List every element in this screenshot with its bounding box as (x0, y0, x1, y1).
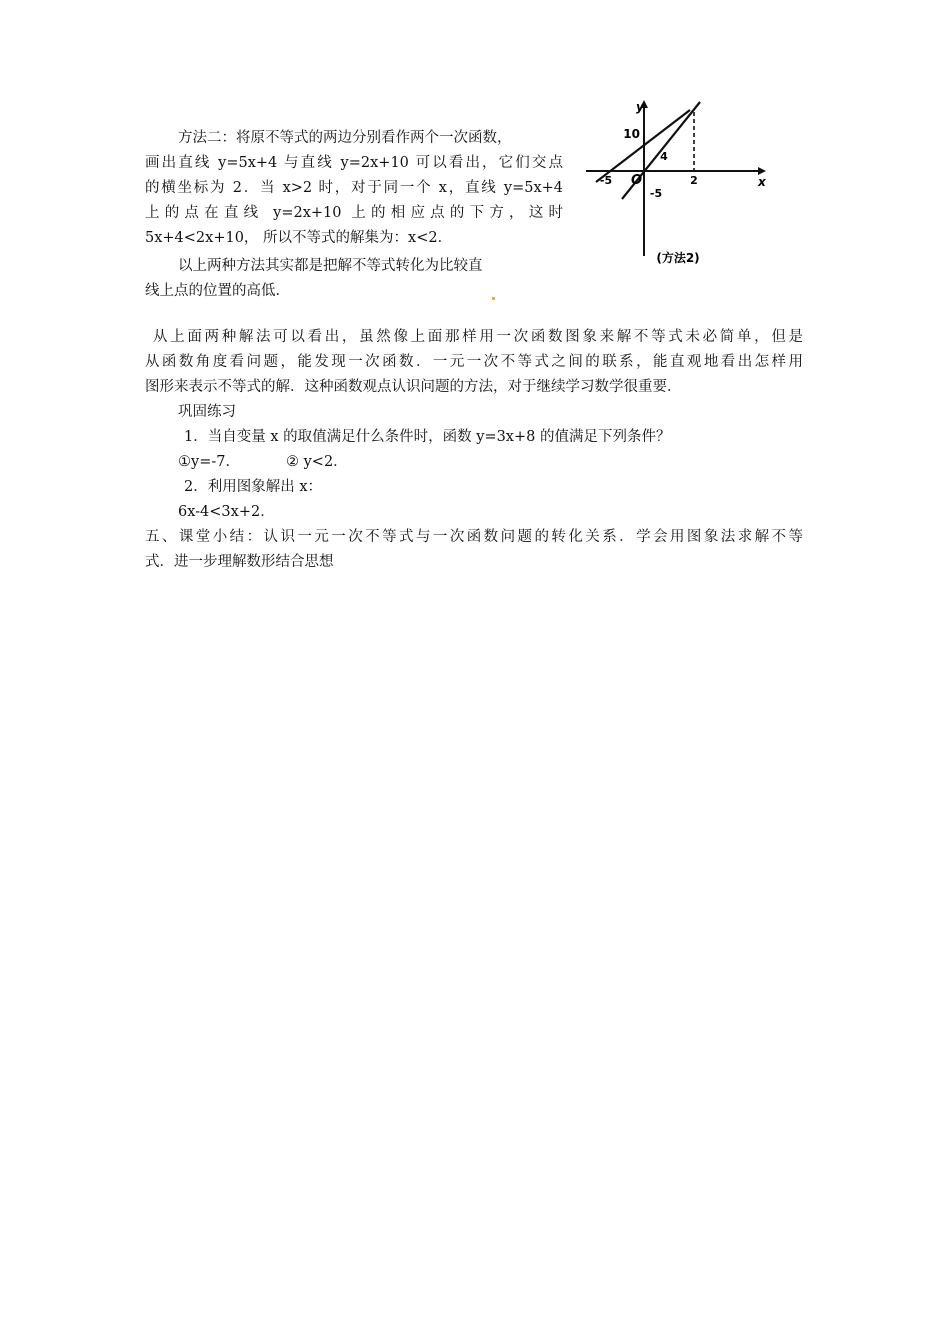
tick-label-neg5-x: -5 (599, 174, 613, 187)
x-axis-label: x (758, 175, 766, 189)
practice-title: 巩固练习 (178, 404, 236, 420)
conclusion-line-2: 式．进一步理解数形结合思想 (145, 554, 334, 570)
practice-question-2-expr: 6x-4<3x+2． (178, 504, 275, 520)
graph-caption: (方法2) (656, 251, 700, 265)
y-axis-label: y (636, 100, 644, 114)
tick-label-4: 4 (660, 150, 668, 163)
summary-line-1: 以上两种方法其实都是把解不等式转化为比较直 (178, 258, 483, 274)
discussion-line-1: 从上面两种解法可以看出，虽然像上面那样用一次函数图象来解不等式未必简单，但是 (153, 329, 803, 345)
tick-label-10: 10 (623, 127, 640, 141)
x-axis-arrow-icon (758, 167, 766, 175)
method2-line-4: 上的点在直线 y=2x+10 上的相应点的下方，这时 (145, 205, 563, 221)
discussion-line-3: 图形来表示不等式的解．这种函数观点认识问题的方法，对于继续学习数学很重要． (145, 379, 682, 395)
method2-line-1: 方法二：将原不等式的两边分别看作两个一次函数， (178, 130, 512, 146)
method2-line-3: 的横坐标为 2．当 x>2 时，对于同一个 x，直线 y=5x+4 (145, 180, 563, 196)
practice-question-1-b: ② y<2． (286, 454, 348, 470)
summary-line-2: 线上点的位置的高低． (145, 283, 290, 299)
origin-label: O (630, 173, 642, 188)
tick-label-2: 2 (690, 174, 698, 187)
practice-question-2: 2．利用图象解出 x： (184, 479, 323, 495)
practice-question-1-a: ①y=-7． (178, 454, 240, 470)
conclusion-line-1: 五、课堂小结：认识一元一次不等式与一次函数问题的转化关系．学会用图象法求解不等 (145, 529, 803, 545)
method2-graph (578, 96, 778, 271)
discussion-line-2: 从函数角度看问题，能发现一次函数．一元一次不等式之间的联系，能直观地看出怎样用 (145, 354, 803, 370)
practice-question-1: 1．当自变量 x 的取值满足什么条件时，函数 y=3x+8 的值满足下列条件？ (184, 429, 671, 445)
tick-label-neg5-y: -5 (649, 187, 663, 200)
method2-line-2: 画出直线 y=5x+4 与直线 y=2x+10 可以看出，它们交点 (145, 155, 563, 171)
marker-dot (492, 297, 495, 300)
method2-line-5: 5x+4<2x+10， 所以不等式的解集为：x<2． (145, 230, 453, 246)
